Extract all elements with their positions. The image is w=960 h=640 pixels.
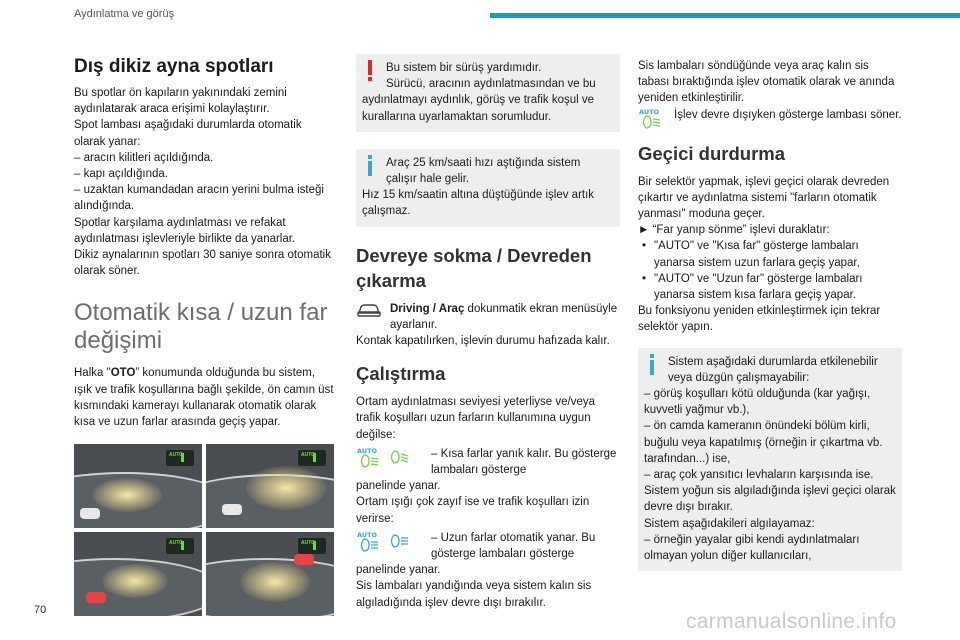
list-item: – kapı açıldığında.	[74, 168, 168, 181]
illustration-high-beam-2	[206, 532, 334, 616]
auto-lamp-icon	[638, 107, 664, 129]
heading-auto-beam: Otomatik kısa / uzun far değişimi	[74, 299, 328, 355]
paragraph: Ortam aydınlatması seviyesi yeterliyse ve/veya trafik koşulları uzun farların kullanımına uygun değilse:	[356, 396, 596, 441]
svg-text:AUTO: AUTO	[357, 530, 378, 539]
info-text: Sistem aşağıdaki durumlarda etkilenebilir veya düzgün çalışmayabilir:	[668, 355, 878, 384]
paragraph: Bir selektör yapmak, işlevi geçici olarak devreden çıkartır ve aydınlatma sistemi "farların otomatik yanması" moduna geçer.	[638, 175, 890, 221]
svg-text:AUTO: AUTO	[639, 107, 660, 116]
info-box-speed	[356, 149, 620, 227]
paragraph: Spot lambası aşağıdaki durumlarda otomatik olarak yanar:	[74, 119, 302, 148]
svg-text:AUTO: AUTO	[357, 446, 378, 455]
info-icon	[650, 354, 654, 375]
headlight-illustration	[74, 444, 336, 616]
warning-text-1: Bu sistem bir sürüş yardımıdır.	[386, 62, 542, 74]
bullet-item: • "AUTO" ve "Kısa far" gösterge lambaları yanarsa sistem uzun farlara geçiş yapar,	[638, 238, 902, 270]
paragraph: panelinde yanar.	[356, 564, 441, 577]
warning-text-2: Sürücü, aracının aydınlatmasından ve bu aydınlatmayı aydınlık, görüş ve trafik koşul ve kurallarına uyarlamaktan sorumludur.	[362, 78, 596, 123]
illustration-low-beam-1	[74, 444, 202, 528]
paragraph: panelinde yanar.	[356, 480, 441, 493]
driving-menu-text: Driving / Araç dokunmatik ekran menüsüyle ayarlanır.	[390, 302, 618, 331]
paragraph: Sistem aşağıdakileri algılayamaz:	[644, 517, 815, 530]
illustration-high-beam-1	[206, 444, 334, 528]
paragraph: Bu spotlar ön kapıların yakınındaki zemini aydınlatarak araca erişimi kolaylaştırır.	[74, 87, 287, 116]
auto-lamp-icon	[356, 530, 382, 552]
watermark: carmanualsonline.info	[686, 610, 897, 633]
paragraph: Spotlar karşılama aydınlatması ve refakat aydınlatması işlevleriyle birlikte da yanarlar.	[74, 216, 296, 245]
paragraph-auto-beam: Halka "OTO” konumunda olduğunda bu sistem, ışık ve trafik koşullarına bağlı şekilde, ön camın üst kısmındaki kamerayı kullanarak otomatik olarak kısa ve uzun farlar arasında geçiş yapar.	[74, 367, 334, 429]
warning-icon	[368, 60, 372, 81]
low-beam-text: – Kısa farlar yanık kalır. Bu gösterge lambaları gösterge	[431, 447, 617, 477]
heading-mirror-spotlights: Dış dikiz ayna spotları	[74, 56, 274, 77]
heading-operation: Çalıştırma	[356, 363, 446, 385]
list-item: – görüş koşulları kötü olduğunda (kar yağışı, kuvvetli yağmur vb.),	[644, 388, 871, 417]
paragraph: Ortam ışığı çok zayıf ise ve trafik koşulları izin verirse:	[356, 496, 590, 525]
list-item: – örneğin yayalar gibi kendi aydınlatmaları olmayan yolun diğer kullanıcıları,	[644, 533, 860, 563]
warning-box	[356, 54, 620, 132]
auto-indicator-icon: AUTO	[298, 450, 326, 466]
heading-temporary-stop: Geçici durdurma	[638, 142, 786, 164]
paragraph: Sis lambaları söndüğünde veya araç kalın sis tabası bıraktığında işlev otomatik olarak ve anında yeniden etkinleştirilir.	[638, 60, 895, 105]
bullet-item: • "AUTO" ve "Uzun far" gösterge lambaları yanarsa sistem kısa farlara geçiş yapar.	[638, 271, 902, 303]
list-item: – uzaktan kumandadan aracın yerini bulma isteği alındığında.	[74, 184, 324, 213]
page-number: 70	[34, 604, 47, 616]
paragraph: Sis lambaları yandığında veya sistem kalın sis algıladığında işlev devre dışı bırakılır.	[356, 580, 592, 609]
auto-indicator-icon: AUTO	[298, 538, 326, 554]
paragraph: Bu fonksiyonu yeniden etkinleştirmek için tekrar selektör yapın.	[638, 305, 881, 334]
running-header: Aydınlatma ve görüş	[74, 8, 175, 20]
driving-menu-row	[356, 301, 620, 333]
heading-enable-disable: Devreye sokma / Devreden çıkarma	[356, 244, 592, 291]
function-off-row	[638, 107, 902, 129]
paragraph: Kontak kapatılırken, işlevin durumu hafızada kalır.	[356, 335, 610, 348]
list-item: – araç çok yansıtıcı levhaların karşısında ise.	[644, 469, 874, 482]
high-beam-icon	[386, 530, 412, 552]
info-text-2: Hız 15 km/saatin altına düştüğünde işlev artık çalışmaz.	[362, 189, 595, 218]
column-1	[74, 48, 336, 616]
column-3	[638, 58, 902, 571]
auto-indicator-icon: AUTO	[166, 450, 194, 466]
column-2	[356, 54, 620, 611]
paragraph: Sistem yoğun sis algıladığında işlevi geçici olarak devre dışı bırakır.	[644, 485, 896, 514]
info-icon	[368, 155, 372, 176]
illustration-low-beam-2	[74, 532, 202, 616]
auto-indicator-icon: AUTO	[166, 538, 194, 554]
info-box-limitations	[638, 348, 902, 572]
info-text-1: Araç 25 km/saati hızı aştığında sistem çalışır hale gelir.	[386, 156, 581, 186]
list-item: – aracın kilitleri açıldığında.	[74, 151, 214, 164]
low-beam-icon	[386, 446, 412, 468]
paragraph: Dikiz aynalarının spotları 30 saniye sonra otomatik olarak söner.	[74, 249, 331, 278]
high-beam-text: – Uzun farlar otomatik yanar. Bu gösterge lambaları gösterge	[431, 531, 596, 561]
low-beam-row	[356, 446, 620, 478]
high-beam-row	[356, 530, 620, 562]
auto-lamp-icon	[356, 446, 382, 468]
function-off-text: İşlev devre dışıyken gösterge lambası söner.	[674, 108, 902, 121]
list-item: – ön camda kameranın önündeki bölüm kirli, buğulu veya kapatılmış (örneğin ir çıkartma vb. tarafından...) ise,	[644, 420, 883, 465]
arrow-step: ► “Far yanıp sönme” işlevi duraklatır:	[638, 224, 830, 237]
car-icon	[356, 301, 382, 319]
header-accent-bar	[490, 13, 960, 18]
